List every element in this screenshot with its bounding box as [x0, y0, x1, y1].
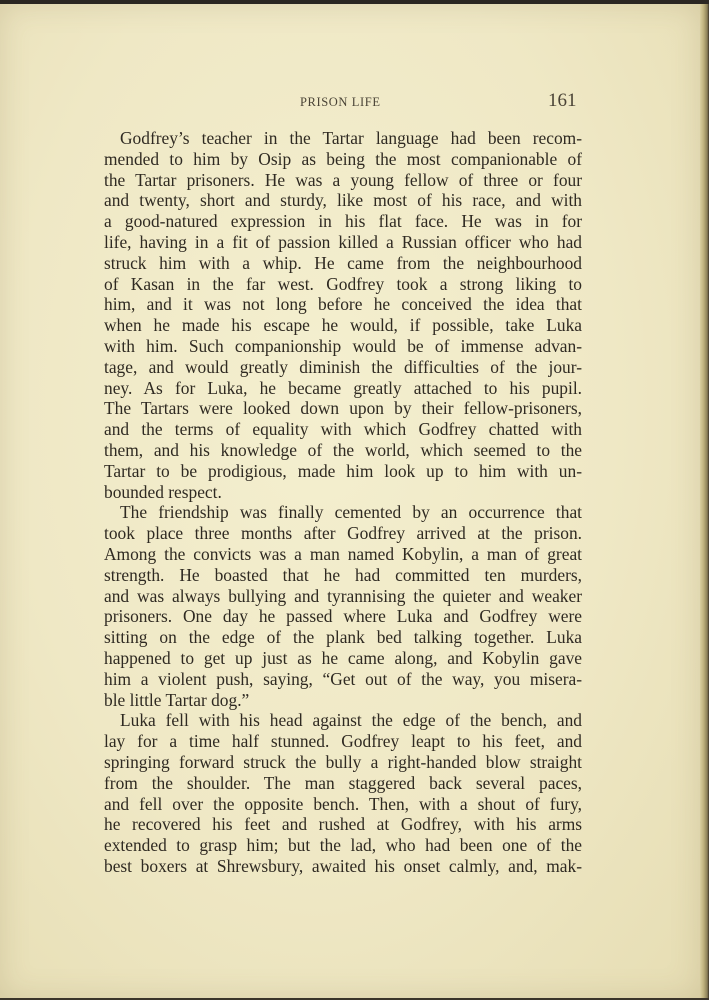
text-line: them, and his knowledge of the world, which seemed to the: [104, 439, 582, 460]
text-line: sitting on the edge of the plank bed talking together. Luka: [104, 627, 582, 648]
text-line: bounded respect.: [104, 481, 222, 502]
text-line: happened to get up just as he came along, and Kobylin gave: [104, 647, 582, 668]
text-line: best boxers at Shrewsbury, awaited his onset calmly, and, mak-: [104, 855, 582, 876]
text-line: Tartar to be prodigious, made him look up to him with un-: [104, 460, 582, 481]
text-line: Godfrey’s teacher in the Tartar language had been recom-: [120, 128, 582, 148]
text-line: ney. As for Luka, he became greatly attached to his pupil.: [104, 377, 582, 398]
text-line: strength. He boasted that he had committed ten murders,: [104, 564, 582, 585]
page-number: 161: [548, 90, 577, 111]
text-line: took place three months after Godfrey arrived at the prison.: [104, 523, 582, 544]
book-page: [0, 4, 700, 998]
text-line: and was always bullying and tyrannising the quieter and weaker: [104, 585, 582, 606]
text-line: him, and it was not long before he conceived the idea that: [104, 294, 582, 315]
text-line: the Tartar prisoners. He was a young fellow of three or four: [104, 169, 582, 190]
text-line: struck him with a whip. He came from the neighbourhood: [104, 252, 582, 273]
text-line: life, having in a fit of passion killed a Russian officer who had: [104, 231, 582, 252]
text-line: with him. Such companionship would be of immense advan-: [104, 335, 582, 356]
text-line: from the shoulder. The man staggered back several paces,: [104, 772, 582, 793]
text-line: The Tartars were looked down upon by their fellow-prisoners,: [104, 398, 582, 419]
text-line: extended to grasp him; but the lad, who had been one of the: [104, 835, 582, 856]
text-line: mended to him by Osip as being the most companionable of: [104, 148, 582, 169]
text-line: prisoners. One day he passed where Luka and Godfrey were: [104, 606, 582, 627]
text-line: Luka fell with his head against the edge of the bench, and: [120, 710, 582, 731]
text-line: of Kasan in the far west. Godfrey took a strong liking to: [104, 273, 582, 294]
text-line: and the terms of equality with which Godfrey chatted with: [104, 419, 582, 440]
text-line: ble little Tartar dog.”: [104, 689, 250, 710]
running-head: PRISON LIFE: [300, 95, 381, 109]
text-line: The friendship was finally cemented by an occurrence that: [120, 502, 582, 523]
text-line: lay for a time half stunned. Godfrey leapt to his feet, and: [104, 731, 582, 752]
text-line: Among the convicts was a man named Kobylin, a man of great: [104, 543, 582, 564]
body-text: [104, 128, 582, 877]
text-line: tage, and would greatly diminish the difficulties of the jour-: [104, 356, 582, 377]
text-line: he recovered his feet and rushed at Godfrey, with his arms: [104, 814, 582, 835]
text-line: when he made his escape he would, if possible, take Luka: [104, 315, 582, 336]
text-line: springing forward struck the bully a right-handed blow straight: [104, 751, 582, 772]
text-line: him a violent push, saying, “Get out of the way, you misera-: [104, 668, 582, 689]
page-edge: [700, 4, 709, 998]
text-line: and twenty, short and sturdy, like most of his race, and with: [104, 190, 582, 211]
text-line: a good-natured expression in his flat face. He was in for: [104, 211, 582, 232]
text-line: and fell over the opposite bench. Then, with a shout of fury,: [104, 793, 582, 814]
